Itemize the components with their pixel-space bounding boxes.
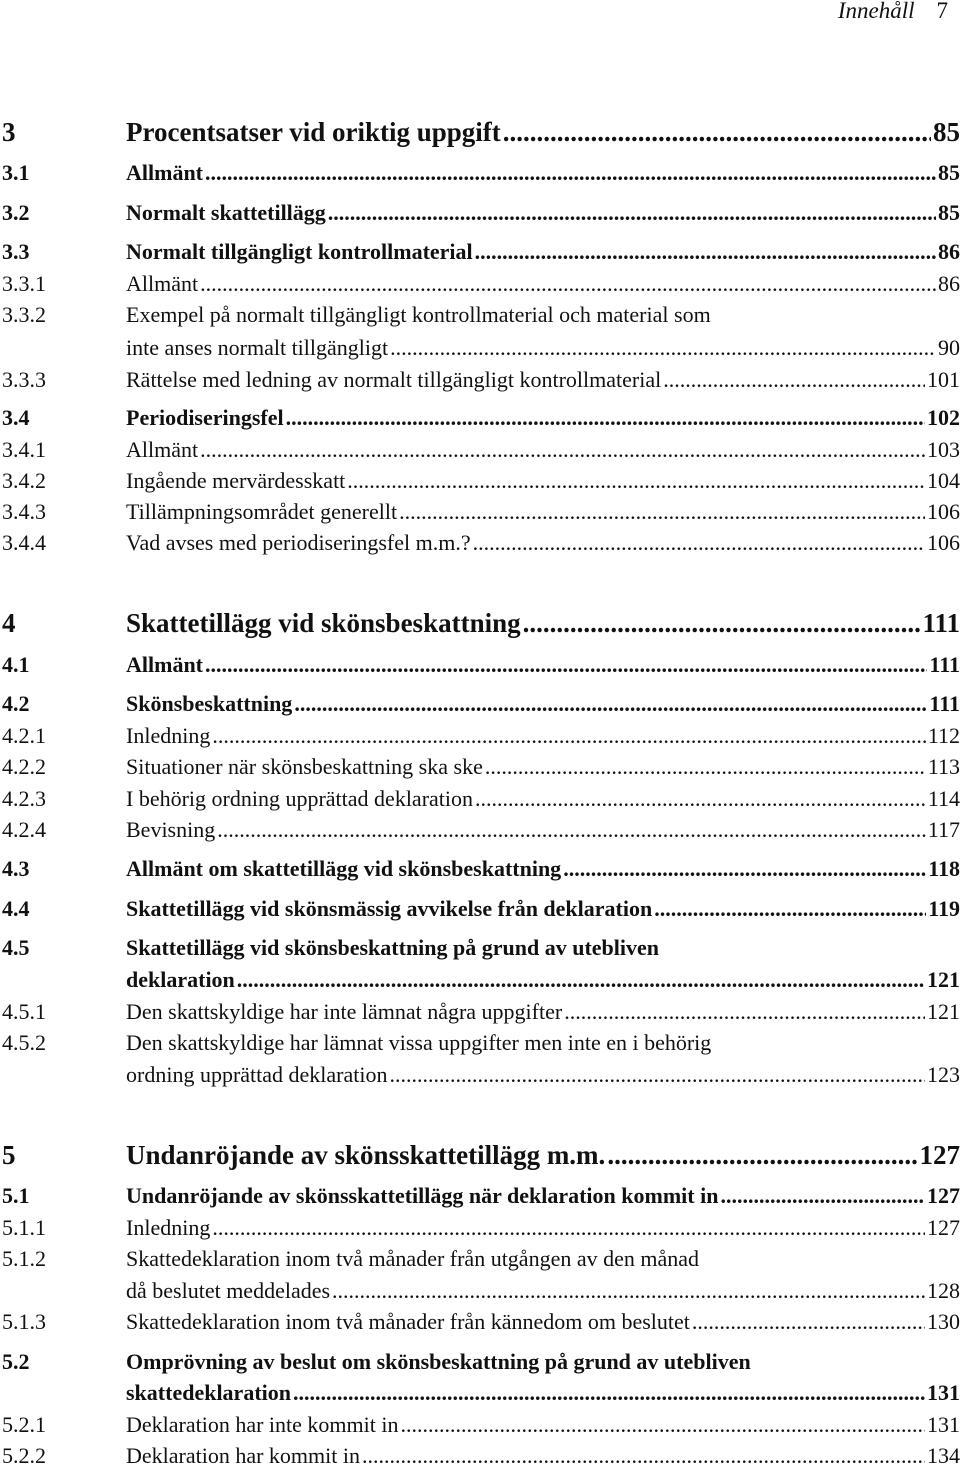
toc-entry-number: 5.1.1 [2, 1212, 46, 1244]
toc-entry[interactable] [0, 1377, 960, 1409]
toc-entry-title: Den skattskyldige har inte lämnat några uppgifter [126, 996, 562, 1028]
toc-entry-page: 85 [933, 116, 960, 148]
dot-leader [293, 1377, 925, 1409]
toc-entry-body [126, 649, 960, 681]
toc-entry-body [126, 688, 960, 720]
toc-entry-number: 3.3 [2, 236, 30, 268]
toc-entry-number: 4.1 [2, 649, 30, 681]
toc-entry[interactable] [0, 268, 960, 300]
dot-leader [564, 996, 925, 1028]
toc-entry-page: 127 [927, 1180, 960, 1212]
dot-leader [332, 1275, 925, 1307]
dot-leader [237, 964, 925, 996]
toc-entry-body [126, 1306, 960, 1338]
toc-entry[interactable] [0, 751, 960, 783]
toc-entry-number: 4.2.2 [2, 751, 46, 783]
toc-entry-body [126, 964, 960, 996]
dot-leader [362, 1440, 925, 1472]
toc-entry-number: 4.2.4 [2, 814, 46, 846]
toc-entry[interactable] [0, 688, 960, 720]
header-title: Innehåll [838, 0, 915, 23]
dot-leader [200, 268, 936, 300]
toc-entry-title: Exempel på normalt tillgängligt kontrollmaterial och material som [126, 299, 711, 331]
dot-leader [389, 1059, 925, 1091]
toc-entry[interactable] [0, 996, 960, 1028]
toc-entry-number: 3.2 [2, 197, 30, 229]
toc-entry-page: 103 [927, 434, 960, 466]
toc-entry-title: Allmänt [126, 157, 203, 189]
toc-entry-body [126, 1377, 960, 1409]
toc-entry[interactable] [0, 465, 960, 497]
toc-entry-page: 134 [927, 1440, 960, 1472]
toc-entry-body [126, 332, 960, 364]
toc-entry-title: Undanröjande av skönsskattetillägg m.m. [126, 1139, 605, 1171]
toc-entry-page: 127 [920, 1139, 960, 1171]
toc-entry[interactable] [0, 1027, 960, 1059]
toc-entry-number: 4.5.1 [2, 996, 46, 1028]
toc-entry-page: 114 [928, 783, 960, 815]
toc-entry-body [126, 197, 960, 229]
toc-entry-page: 85 [938, 197, 960, 229]
toc-entry-number: 5.2.1 [2, 1409, 46, 1441]
toc-entry-body [126, 932, 960, 964]
dot-leader [328, 197, 936, 229]
toc-entry-number: 4.2 [2, 688, 30, 720]
toc-entry-body [126, 814, 960, 846]
toc-entry-number: 3 [2, 116, 16, 148]
toc-entry-body [126, 893, 960, 925]
toc-entry-title: Undanröjande av skönsskattetillägg när deklaration kommit in [126, 1180, 718, 1212]
toc-entry-title: då beslutet meddelades [126, 1275, 330, 1307]
toc-entry-number: 5.1 [2, 1180, 30, 1212]
toc-entry-page: 127 [927, 1212, 960, 1244]
dot-leader [294, 688, 927, 720]
toc-entry-title: Bevisning [126, 814, 215, 846]
dot-leader [607, 1139, 917, 1171]
toc-entry-number: 4 [2, 607, 16, 639]
toc-entry-number: 5.1.2 [2, 1243, 46, 1275]
toc-entry[interactable] [0, 364, 960, 396]
toc-entry[interactable] [0, 932, 960, 964]
toc-entry-page: 117 [928, 814, 960, 846]
dot-leader [473, 527, 925, 559]
toc-entry[interactable] [0, 1275, 960, 1307]
toc-entry-body [126, 364, 960, 396]
dot-leader [720, 1180, 925, 1212]
dot-leader [212, 720, 925, 752]
toc-entry-body [126, 1275, 960, 1307]
toc-entry[interactable] [0, 197, 960, 229]
toc-entry-page: 130 [927, 1306, 960, 1338]
toc-entry-number: 5.2.2 [2, 1440, 46, 1472]
dot-leader [390, 332, 936, 364]
toc-entry-number: 3.4.1 [2, 434, 46, 466]
toc-entry-page: 119 [928, 893, 960, 925]
toc-entry[interactable] [0, 783, 960, 815]
toc-entry-number: 4.3 [2, 853, 30, 885]
toc-entry-title: Allmänt [126, 268, 198, 300]
toc-entry-body [126, 465, 960, 497]
toc-entry[interactable] [0, 649, 960, 681]
toc-entry-number: 3.4.4 [2, 527, 46, 559]
toc-entry[interactable] [0, 964, 960, 996]
toc-entry-number: 4.5 [2, 932, 30, 964]
toc-entry-title: deklaration [126, 964, 235, 996]
toc-entry-title: I behörig ordning upprättad deklaration [126, 783, 473, 815]
toc-entry-body [126, 1243, 960, 1275]
toc-entry-number: 4.2.1 [2, 720, 46, 752]
toc-entry[interactable] [0, 299, 960, 331]
dot-leader [205, 157, 936, 189]
toc-entry-page: 131 [927, 1409, 960, 1441]
toc-entry-page: 102 [927, 402, 960, 434]
toc-entry-title: Normalt tillgängligt kontrollmaterial [126, 236, 473, 268]
toc-entry-page: 111 [929, 688, 960, 720]
toc-entry-number: 3.1 [2, 157, 30, 189]
toc-entry-body [126, 1409, 960, 1441]
toc-entry-body [126, 402, 960, 434]
toc-entry-number: 3.3.1 [2, 268, 46, 300]
toc-entry[interactable] [0, 607, 960, 639]
toc-entry-title: Vad avses med periodiseringsfel m.m.? [126, 527, 471, 559]
toc-entry-title: Deklaration har kommit in [126, 1440, 360, 1472]
dot-leader [475, 236, 936, 268]
toc-entry-body [126, 1346, 960, 1378]
toc-entry-title: Situationer när skönsbeskattning ska ske [126, 751, 483, 783]
toc-entry-body [126, 783, 960, 815]
dot-leader [401, 1409, 926, 1441]
toc-entry-title: ordning upprättad deklaration [126, 1059, 387, 1091]
toc-entry-body [126, 496, 960, 528]
toc-entry-body [126, 157, 960, 189]
toc-entry[interactable] [0, 1212, 960, 1244]
dot-leader [399, 496, 925, 528]
toc-entry-title: Allmänt [126, 434, 198, 466]
toc-entry-body [126, 434, 960, 466]
toc-entry-page: 113 [928, 751, 960, 783]
toc-entry-body [126, 607, 960, 639]
toc-entry-body [126, 720, 960, 752]
toc-entry[interactable] [0, 720, 960, 752]
toc-entry-title: Deklaration har inte kommit in [126, 1409, 399, 1441]
toc-entry-page: 104 [927, 465, 960, 497]
header-page-number: 7 [937, 0, 949, 23]
toc-entry[interactable] [0, 1440, 960, 1472]
toc-entry[interactable] [0, 893, 960, 925]
toc-entry-page: 131 [927, 1377, 960, 1409]
toc-entry-body [126, 236, 960, 268]
dot-leader [563, 853, 926, 885]
toc-entry-title: Inledning [126, 720, 210, 752]
toc-entry-title: Skattedeklaration inom två månader från utgången av den månad [126, 1243, 699, 1275]
toc-entry[interactable] [0, 496, 960, 528]
toc-entry-body [126, 1027, 960, 1059]
toc-entry-title: skattedeklaration [126, 1377, 291, 1409]
toc-entry[interactable] [0, 236, 960, 268]
dot-leader [692, 1306, 925, 1338]
dot-leader [475, 783, 926, 815]
toc-entry-page: 121 [927, 964, 960, 996]
toc-entry-page: 106 [927, 496, 960, 528]
toc-entry-body [126, 1139, 960, 1171]
toc-entry-page: 106 [927, 527, 960, 559]
toc-entry-body [126, 116, 960, 148]
toc-entry-number: 3.4 [2, 402, 30, 434]
toc-entry-title: Tillämpningsområdet generellt [126, 496, 397, 528]
toc-entry-title: Allmänt om skattetillägg vid skönsbeskattning [126, 853, 561, 885]
toc-entry-title: Omprövning av beslut om skönsbeskattning på grund av utebliven [126, 1346, 751, 1378]
toc-entry-title: Allmänt [126, 649, 203, 681]
toc-entry[interactable] [0, 116, 960, 148]
dot-leader [212, 1212, 925, 1244]
toc-entry-number: 4.2.3 [2, 783, 46, 815]
toc-entry[interactable] [0, 814, 960, 846]
dot-leader [485, 751, 926, 783]
toc-entry-body [126, 996, 960, 1028]
toc-entry-title: inte anses normalt tillgängligt [126, 332, 388, 364]
toc-entry-number: 5.1.3 [2, 1306, 46, 1338]
toc-entry-body [126, 1440, 960, 1472]
toc-entry-page: 121 [927, 996, 960, 1028]
dot-leader [503, 116, 931, 148]
toc-entry-number: 4.5.2 [2, 1027, 46, 1059]
toc-entry-title: Procentsatser vid oriktig uppgift [126, 116, 501, 148]
toc-entry-title: Inledning [126, 1212, 210, 1244]
toc-entry-title: Skattetillägg vid skönsbeskattning på grund av utebliven [126, 932, 659, 964]
toc-entry-number: 3.3.3 [2, 364, 46, 396]
toc-entry-body [126, 1059, 960, 1091]
toc-entry-title: Periodiseringsfel [126, 402, 284, 434]
toc-entry[interactable] [0, 1180, 960, 1212]
toc-entry-title: Normalt skattetillägg [126, 197, 326, 229]
dot-leader [523, 607, 921, 639]
toc-entry-page: 85 [938, 157, 960, 189]
toc-entry-page: 101 [927, 364, 960, 396]
toc-entry-page: 86 [938, 236, 960, 268]
toc-entry-title: Skönsbeskattning [126, 688, 292, 720]
toc-entry-number: 5 [2, 1139, 16, 1171]
toc-entry-body [126, 853, 960, 885]
toc-entry-page: 111 [929, 649, 960, 681]
toc-entry-page: 128 [927, 1275, 960, 1307]
toc-entry-body [126, 299, 960, 331]
toc-entry[interactable] [0, 1306, 960, 1338]
toc-entry[interactable] [0, 434, 960, 466]
dot-leader [663, 364, 925, 396]
dot-leader [217, 814, 926, 846]
toc-entry-title: Rättelse med ledning av normalt tillgängligt kontrollmaterial [126, 364, 661, 396]
toc-entry-body [126, 527, 960, 559]
toc-entry-number: 3.4.3 [2, 496, 46, 528]
toc-entry[interactable] [0, 527, 960, 559]
toc-entry[interactable] [0, 1346, 960, 1378]
toc-entry-title: Skattetillägg vid skönsmässig avvikelse från deklaration [126, 893, 652, 925]
toc-entry-page: 123 [927, 1059, 960, 1091]
toc-entry-title: Den skattskyldige har lämnat vissa uppgifter men inte en i behörig [126, 1027, 711, 1059]
toc-entry[interactable] [0, 332, 960, 364]
dot-leader [286, 402, 925, 434]
dot-leader [347, 465, 925, 497]
toc-entry-title: Skattetillägg vid skönsbeskattning [126, 607, 521, 639]
dot-leader [654, 893, 926, 925]
toc-entry[interactable] [0, 1059, 960, 1091]
toc-entry-body [126, 1180, 960, 1212]
dot-leader [205, 649, 927, 681]
toc-entry-body [126, 1212, 960, 1244]
dot-leader [200, 434, 925, 466]
toc-entry[interactable] [0, 853, 960, 885]
toc-entry-page: 90 [938, 332, 960, 364]
toc-entry-title: Ingående mervärdesskatt [126, 465, 345, 497]
toc-entry-number: 5.2 [2, 1346, 30, 1378]
toc-entry[interactable] [0, 1409, 960, 1441]
toc-entry[interactable] [0, 1139, 960, 1171]
toc-entry-page: 86 [938, 268, 960, 300]
toc-entry[interactable] [0, 157, 960, 189]
toc-entry[interactable] [0, 1243, 960, 1275]
toc-entry-body [126, 268, 960, 300]
toc-entry-number: 4.4 [2, 893, 30, 925]
toc-entry-body [126, 751, 960, 783]
toc-entry[interactable] [0, 402, 960, 434]
toc-entry-number: 3.3.2 [2, 299, 46, 331]
toc-entry-page: 111 [922, 607, 960, 639]
toc-entry-page: 118 [928, 853, 960, 885]
toc-entry-title: Skattedeklaration inom två månader från kännedom om beslutet [126, 1306, 690, 1338]
toc-entry-page: 112 [928, 720, 960, 752]
toc-entry-number: 3.4.2 [2, 465, 46, 497]
